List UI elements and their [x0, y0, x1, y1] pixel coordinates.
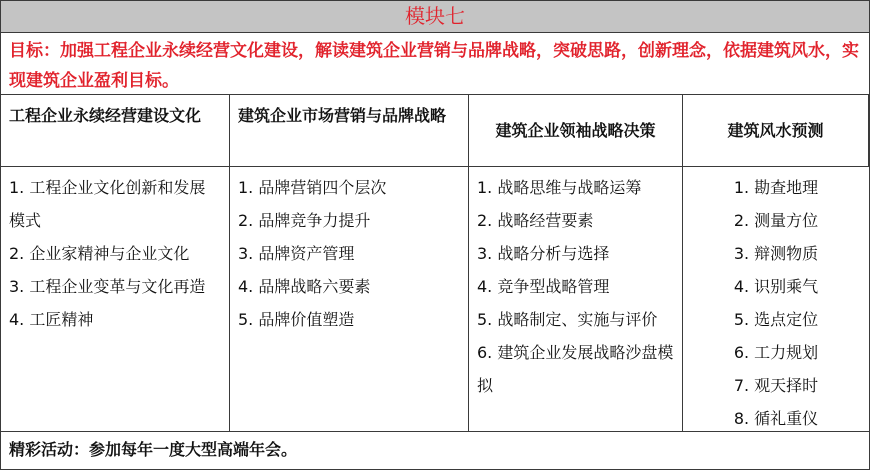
list-item: 3. 工程企业变革与文化再造	[9, 277, 206, 296]
list-item: 4. 竞争型战略管理	[477, 277, 610, 296]
column-list-fengshui	[683, 167, 869, 431]
list-item: 5. 战略制定、实施与评价	[477, 310, 658, 329]
list-item: 7. 观天择时	[733, 376, 819, 395]
list-item: 4. 工匠精神	[9, 310, 94, 329]
list-item: 3. 辩测物质	[733, 244, 819, 263]
module-goal: 目标：加强工程企业永续经营文化建设，解读建筑企业营销与品牌战略，突破思路，创新理念，依据建筑风水，实现建筑企业盈利目标。	[1, 33, 869, 95]
list-item: 5. 选点定位	[733, 310, 819, 329]
list-item: 1. 品牌营销四个层次	[238, 178, 387, 197]
module-title: 模块七	[1, 1, 869, 33]
activity-footer: 精彩活动：参加每年一度大型高端年会。	[9, 440, 298, 459]
list-item: 1. 战略思维与战略运筹	[477, 178, 642, 197]
column-header-fengshui: 建筑风水预测	[683, 95, 869, 167]
content-grid	[1, 95, 869, 432]
column-header-strategy: 建筑企业领袖战略决策	[469, 95, 683, 167]
list-item: 3. 战略分析与选择	[477, 244, 610, 263]
list-item: 6. 工力规划	[733, 343, 819, 362]
list-item: 8. 循礼重仪	[733, 409, 819, 428]
list-item: 2. 品牌竞争力提升	[238, 211, 371, 230]
column-list-culture	[1, 167, 230, 431]
list-item: 2. 战略经营要素	[477, 211, 594, 230]
column-list-marketing	[230, 167, 469, 431]
list-item: 1. 勘查地理	[733, 178, 819, 197]
column-header-culture: 工程企业永续经营建设文化	[1, 95, 230, 167]
column-header-marketing: 建筑企业市场营销与品牌战略	[230, 95, 469, 167]
list-item: 6. 建筑企业发展战略沙盘模拟	[477, 343, 674, 395]
column-list-strategy	[469, 167, 683, 431]
list-item: 1. 工程企业文化创新和发展模式	[9, 178, 206, 230]
list-item: 4. 识别乘气	[733, 277, 819, 296]
list-item: 3. 品牌资产管理	[238, 244, 355, 263]
list-item: 2. 企业家精神与企业文化	[9, 244, 190, 263]
list-item: 5. 品牌价值塑造	[238, 310, 355, 329]
list-item: 2. 测量方位	[733, 211, 819, 230]
list-item: 4. 品牌战略六要素	[238, 277, 371, 296]
